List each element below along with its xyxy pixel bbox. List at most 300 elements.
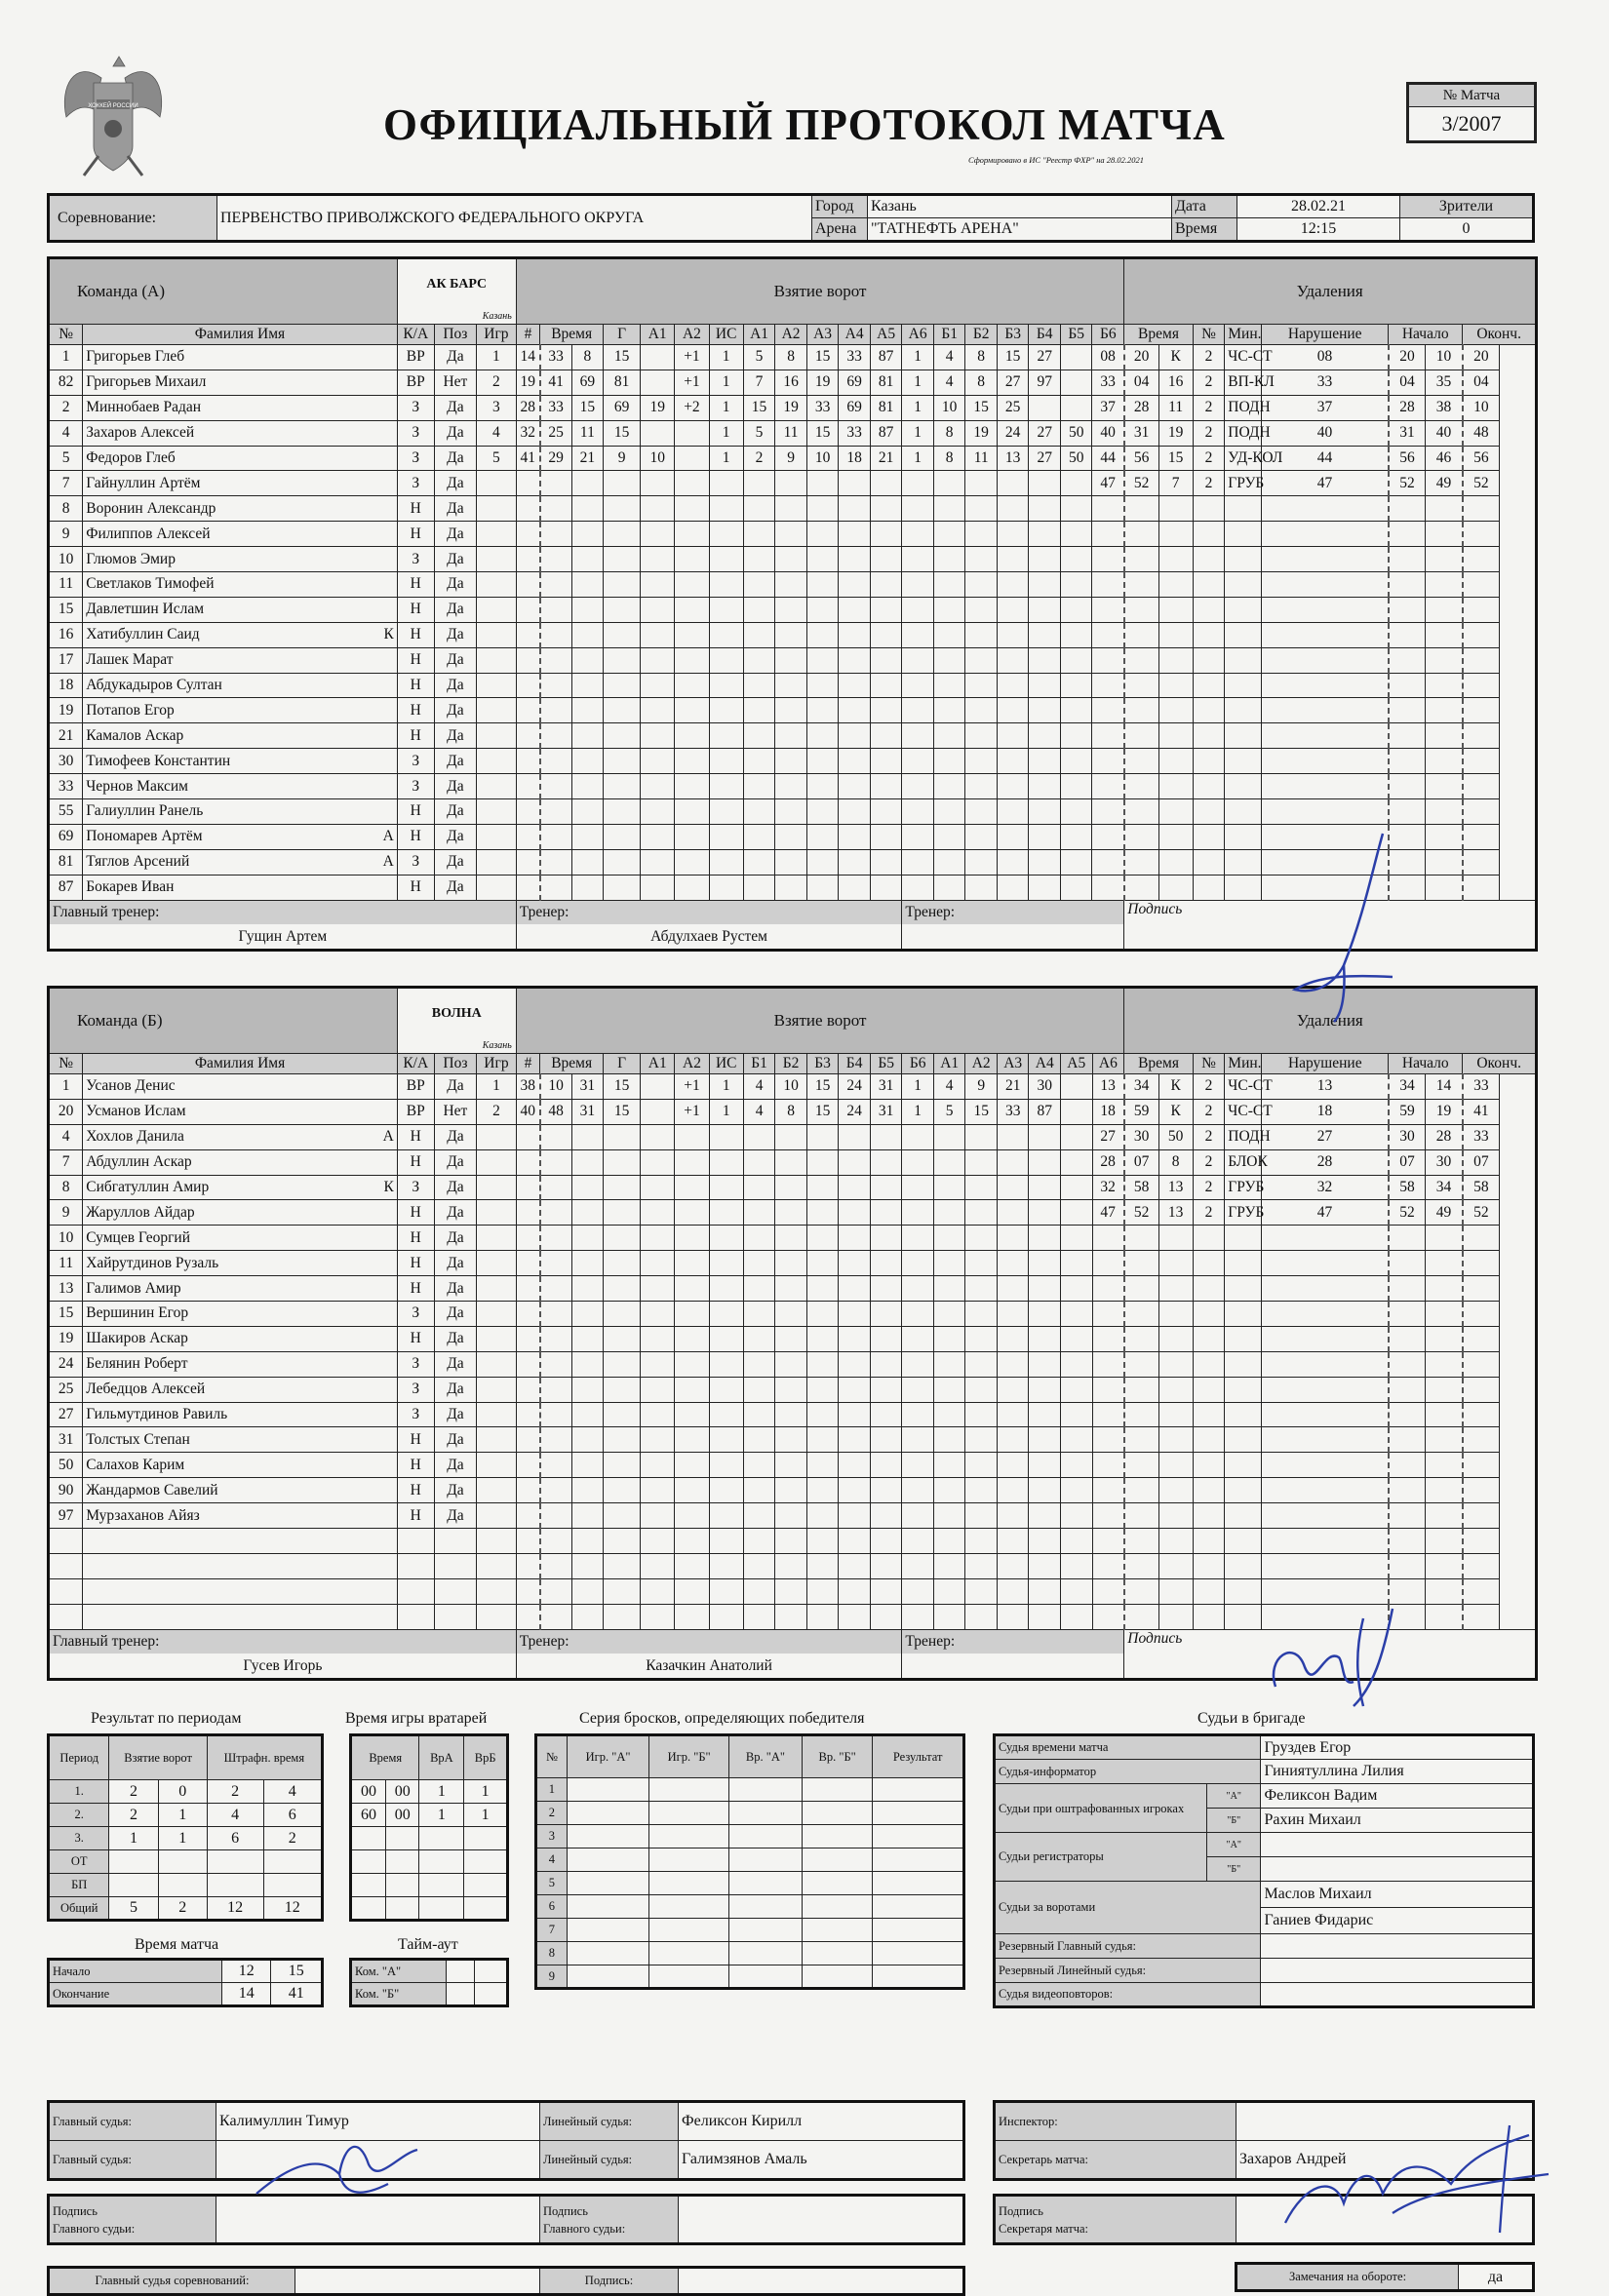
player-name-cell bbox=[83, 774, 398, 799]
pen-min: 44 bbox=[1092, 446, 1124, 471]
onice-minus-5 bbox=[1060, 1402, 1092, 1427]
pen-minutes: 2 bbox=[1193, 471, 1225, 496]
goalie-b bbox=[464, 1827, 508, 1850]
pen-sec: 30 bbox=[1124, 1124, 1158, 1149]
coach1-name: Абдулхаев Рустем bbox=[516, 924, 902, 950]
goalie-table bbox=[349, 1733, 509, 1922]
shootout-row bbox=[536, 1825, 964, 1848]
shootout-cell bbox=[873, 1778, 964, 1802]
player-position: Н bbox=[397, 1251, 434, 1276]
player-number: 69 bbox=[49, 824, 83, 849]
pen-sec bbox=[1124, 698, 1158, 723]
player-row bbox=[49, 799, 1537, 825]
onice-minus-5 bbox=[1060, 597, 1092, 622]
onice-minus-4 bbox=[1029, 471, 1061, 496]
player-name-cell bbox=[83, 875, 398, 900]
shootout-h-4: Вр. "Б" bbox=[803, 1735, 873, 1778]
onice-minus-3 bbox=[997, 496, 1029, 522]
onice-plus-4 bbox=[839, 1124, 871, 1149]
player-played: Да bbox=[434, 395, 476, 420]
goal-scorer bbox=[571, 572, 604, 598]
period-name: БП bbox=[49, 1874, 109, 1897]
onice-plus-4 bbox=[839, 1553, 871, 1578]
pen-min bbox=[1092, 547, 1124, 572]
pen-minutes: 2 bbox=[1193, 370, 1225, 395]
pen-minutes: 2 bbox=[1193, 1099, 1225, 1124]
h-is: ИС bbox=[709, 325, 743, 345]
pen-start-min bbox=[1262, 622, 1389, 647]
pen-end-sec bbox=[1463, 1604, 1500, 1629]
h-onice2-5: А6 bbox=[1092, 1054, 1124, 1074]
onice-plus-4: 24 bbox=[839, 1074, 871, 1100]
goalie-a bbox=[419, 1850, 464, 1874]
player-name-cell bbox=[83, 1326, 398, 1351]
goal-scorer bbox=[571, 1302, 604, 1327]
pen-start-min bbox=[1262, 1453, 1389, 1478]
shootout-cell bbox=[567, 1895, 648, 1919]
onice-minus-4 bbox=[1029, 1402, 1061, 1427]
onice-plus-4 bbox=[839, 849, 871, 875]
pen-end-min bbox=[1426, 824, 1463, 849]
onice-minus-4 bbox=[1029, 547, 1061, 572]
goal-no bbox=[477, 1402, 517, 1427]
goal-scorer bbox=[571, 1377, 604, 1402]
onice-minus-1 bbox=[933, 522, 965, 547]
period-pen-b: 4 bbox=[263, 1780, 322, 1804]
player-played: Да bbox=[434, 849, 476, 875]
onice-plus-0 bbox=[709, 496, 743, 522]
onice-minus-4: 27 bbox=[1029, 420, 1061, 446]
pen-violation: ГРУБ bbox=[1225, 471, 1262, 496]
goal-assist2 bbox=[641, 723, 675, 749]
onice-minus-1 bbox=[933, 647, 965, 673]
goal-assist1 bbox=[604, 471, 641, 496]
penalty-a-tag: "А" bbox=[1207, 1784, 1261, 1809]
player-row bbox=[49, 1251, 1537, 1276]
shootout-cell bbox=[873, 1919, 964, 1942]
pen-player bbox=[1158, 547, 1193, 572]
pen-sec bbox=[1124, 572, 1158, 598]
goal-situation bbox=[675, 1351, 709, 1377]
player-name-cell bbox=[83, 1251, 398, 1276]
onice-minus-3 bbox=[997, 799, 1029, 825]
onice-plus-5 bbox=[870, 471, 902, 496]
onice-plus-2 bbox=[775, 597, 807, 622]
pen-start-min bbox=[1262, 799, 1389, 825]
pen-sec bbox=[1124, 1377, 1158, 1402]
goal-assist2 bbox=[641, 673, 675, 698]
signature-scribble-main-ref bbox=[252, 2125, 486, 2203]
onice-minus-3 bbox=[997, 1149, 1029, 1175]
onice-minus-1 bbox=[933, 622, 965, 647]
pen-player bbox=[1158, 1302, 1193, 1327]
sig-main-ref-label-2: Подпись Главного судьи: bbox=[540, 2196, 679, 2244]
player-position: Н bbox=[397, 1200, 434, 1226]
onice-plus-0 bbox=[709, 799, 743, 825]
goalie-min bbox=[351, 1897, 386, 1921]
onice-minus-0 bbox=[902, 1226, 934, 1251]
onice-plus-1 bbox=[743, 1326, 775, 1351]
shootout-cell bbox=[649, 1848, 729, 1872]
onice-plus-1 bbox=[743, 1251, 775, 1276]
pen-min bbox=[1092, 1377, 1124, 1402]
goal-assist1 bbox=[604, 1578, 641, 1604]
shootout-cell bbox=[728, 1895, 802, 1919]
player-position: Н bbox=[397, 1149, 434, 1175]
player-played: Да bbox=[434, 875, 476, 900]
onice-minus-1 bbox=[933, 749, 965, 774]
onice-plus-4 bbox=[839, 647, 871, 673]
pen-sec bbox=[1124, 749, 1158, 774]
pen-player bbox=[1158, 1427, 1193, 1453]
onice-plus-2 bbox=[775, 1251, 807, 1276]
goal-scorer bbox=[571, 1251, 604, 1276]
pen-min bbox=[1092, 1302, 1124, 1327]
onice-minus-3 bbox=[997, 1604, 1029, 1629]
onice-plus-2: 8 bbox=[775, 345, 807, 370]
onice-minus-1 bbox=[933, 1377, 965, 1402]
onice-minus-4 bbox=[1029, 496, 1061, 522]
goalie-min: 60 bbox=[351, 1804, 386, 1827]
pen-sec bbox=[1124, 1226, 1158, 1251]
player-name: Потапов Егор bbox=[86, 701, 175, 719]
pen-sec: 07 bbox=[1124, 1149, 1158, 1175]
pen-minutes: 2 bbox=[1193, 1149, 1225, 1175]
goal-assist2 bbox=[641, 622, 675, 647]
onice-minus-2 bbox=[965, 1402, 998, 1427]
pen-minutes bbox=[1193, 799, 1225, 825]
player-number: 7 bbox=[49, 471, 83, 496]
onice-minus-4: 87 bbox=[1029, 1099, 1061, 1124]
player-row bbox=[49, 1226, 1537, 1251]
onice-minus-4 bbox=[1029, 597, 1061, 622]
player-number: 87 bbox=[49, 875, 83, 900]
onice-plus-0 bbox=[709, 1427, 743, 1453]
player-captain-mark: К bbox=[383, 1179, 394, 1195]
goal-situation bbox=[675, 673, 709, 698]
onice-minus-3 bbox=[997, 1200, 1029, 1226]
goalie-min bbox=[351, 1874, 386, 1897]
player-name-cell bbox=[83, 1226, 398, 1251]
goal-situation bbox=[675, 723, 709, 749]
goal-assist2: 19 bbox=[641, 395, 675, 420]
onice-plus-0 bbox=[709, 1149, 743, 1175]
goal-sec: 48 bbox=[540, 1099, 572, 1124]
shootout-cell bbox=[567, 1872, 648, 1895]
player-number: 19 bbox=[49, 1326, 83, 1351]
goal-min bbox=[516, 1578, 539, 1604]
pen-player bbox=[1158, 647, 1193, 673]
onice-plus-4 bbox=[839, 1427, 871, 1453]
goal-no bbox=[477, 1326, 517, 1351]
onice-minus-4 bbox=[1029, 1553, 1061, 1578]
goal-sec bbox=[540, 1302, 572, 1327]
pen-sec: 34 bbox=[1124, 1074, 1158, 1100]
period-goals-b bbox=[158, 1874, 207, 1897]
pen-minutes bbox=[1193, 496, 1225, 522]
comp-ref-label: Главный судья соревнований: bbox=[49, 2268, 295, 2295]
pen-end-sec bbox=[1463, 647, 1500, 673]
pen-violation bbox=[1225, 1226, 1262, 1251]
onice-minus-1 bbox=[933, 547, 965, 572]
goal-scorer bbox=[571, 673, 604, 698]
shootout-cell bbox=[873, 1942, 964, 1965]
player-position: Н bbox=[397, 698, 434, 723]
pen-end-sec bbox=[1463, 1351, 1500, 1377]
goal-min bbox=[516, 522, 539, 547]
pen-end-min bbox=[1426, 522, 1463, 547]
player-name-cell bbox=[83, 1578, 398, 1604]
player-position: З bbox=[397, 1377, 434, 1402]
onice-minus-0 bbox=[902, 1200, 934, 1226]
onice-minus-3: 24 bbox=[997, 420, 1029, 446]
pen-start-sec bbox=[1389, 1276, 1426, 1302]
period-pen-b: 12 bbox=[263, 1897, 322, 1921]
team-name: АК БАРС bbox=[426, 277, 488, 292]
shootout-cell bbox=[649, 1919, 729, 1942]
pen-min: 27 bbox=[1092, 1124, 1124, 1149]
onice-minus-1 bbox=[933, 1226, 965, 1251]
pen-start-sec: 04 bbox=[1389, 370, 1426, 395]
h-a2: А2 bbox=[675, 325, 709, 345]
pen-start-min bbox=[1262, 1402, 1389, 1427]
player-played: Да bbox=[434, 1453, 476, 1478]
onice-minus-2: 15 bbox=[965, 395, 998, 420]
goal-situation bbox=[675, 496, 709, 522]
onice-plus-2 bbox=[775, 1604, 807, 1629]
goal-scorer bbox=[571, 875, 604, 900]
onice-plus-3 bbox=[806, 547, 839, 572]
onice-plus-2 bbox=[775, 1326, 807, 1351]
pen-end-min: 28 bbox=[1426, 1124, 1463, 1149]
onice-plus-0 bbox=[709, 1503, 743, 1529]
onice-plus-3 bbox=[806, 1226, 839, 1251]
goal-scorer bbox=[571, 1604, 604, 1629]
pen-end-min bbox=[1426, 597, 1463, 622]
goal-sec: 41 bbox=[540, 370, 572, 395]
onice-plus-0 bbox=[709, 1251, 743, 1276]
informer-label: Судья-информатор bbox=[995, 1760, 1261, 1784]
goal-assist2 bbox=[641, 1326, 675, 1351]
pen-player bbox=[1158, 774, 1193, 799]
player-played: Да bbox=[434, 1276, 476, 1302]
onice-plus-2 bbox=[775, 1377, 807, 1402]
pen-start-min bbox=[1262, 1529, 1389, 1554]
pen-start-sec: 31 bbox=[1389, 420, 1426, 446]
pen-start-sec bbox=[1389, 1453, 1426, 1478]
pen-end-min bbox=[1426, 673, 1463, 698]
player-position: Н bbox=[397, 496, 434, 522]
shootout-cell bbox=[649, 1942, 729, 1965]
period-pen-a bbox=[207, 1874, 263, 1897]
goal-sec bbox=[540, 647, 572, 673]
onice-plus-0 bbox=[709, 824, 743, 849]
onice-plus-0 bbox=[709, 698, 743, 723]
pen-violation bbox=[1225, 1402, 1262, 1427]
goal-sec bbox=[540, 597, 572, 622]
pen-player bbox=[1158, 1377, 1193, 1402]
pen-start-sec bbox=[1389, 1478, 1426, 1503]
shootout-row bbox=[536, 1848, 964, 1872]
pen-end-min bbox=[1426, 799, 1463, 825]
onice-minus-1 bbox=[933, 1149, 965, 1175]
spectators-label: Зрители bbox=[1400, 195, 1534, 218]
onice-minus-0 bbox=[902, 1326, 934, 1351]
pen-end-sec bbox=[1463, 875, 1500, 900]
player-name: Усманов Ислам bbox=[86, 1103, 186, 1120]
onice-plus-4 bbox=[839, 673, 871, 698]
goal-assist1 bbox=[604, 1276, 641, 1302]
pen-violation: ПОДН bbox=[1225, 420, 1262, 446]
onice-plus-4 bbox=[839, 471, 871, 496]
onice-minus-3 bbox=[997, 1351, 1029, 1377]
onice-plus-3 bbox=[806, 673, 839, 698]
remarks-table bbox=[1235, 2262, 1535, 2292]
onice-plus-5 bbox=[870, 1149, 902, 1175]
goal-assist2 bbox=[641, 1226, 675, 1251]
goal-situation bbox=[675, 749, 709, 774]
onice-minus-0 bbox=[902, 698, 934, 723]
pen-start-sec bbox=[1389, 1226, 1426, 1251]
player-played: Да bbox=[434, 1226, 476, 1251]
goal-scorer bbox=[571, 1503, 604, 1529]
goal-sec bbox=[540, 1175, 572, 1200]
onice-plus-1: 7 bbox=[743, 370, 775, 395]
goal-sec bbox=[540, 1578, 572, 1604]
pen-player bbox=[1158, 749, 1193, 774]
onice-minus-1 bbox=[933, 875, 965, 900]
onice-minus-5 bbox=[1060, 698, 1092, 723]
pen-player bbox=[1158, 1402, 1193, 1427]
coach2-label: Тренер: bbox=[902, 900, 1124, 924]
onice-minus-1 bbox=[933, 1175, 965, 1200]
onice-plus-1 bbox=[743, 647, 775, 673]
goalie-sec: 00 bbox=[385, 1780, 418, 1804]
pen-end-min: 14 bbox=[1426, 1074, 1463, 1100]
pen-minutes bbox=[1193, 1302, 1225, 1327]
competition-referee-table bbox=[47, 2266, 965, 2296]
player-played: Да bbox=[434, 698, 476, 723]
onice-minus-0 bbox=[902, 849, 934, 875]
pen-min: 08 bbox=[1092, 345, 1124, 370]
shootout-cell bbox=[567, 1965, 648, 1989]
goal-sec bbox=[540, 1453, 572, 1478]
match-start-m: 15 bbox=[271, 1960, 323, 1983]
player-position: Н bbox=[397, 597, 434, 622]
onice-minus-3 bbox=[997, 1226, 1029, 1251]
shootout-cell bbox=[803, 1895, 873, 1919]
goal-assist2 bbox=[641, 749, 675, 774]
goal-min: 40 bbox=[516, 1099, 539, 1124]
goal-no bbox=[477, 723, 517, 749]
player-position: ВР bbox=[397, 1074, 434, 1100]
player-row bbox=[49, 1326, 1537, 1351]
goal-sec bbox=[540, 1553, 572, 1578]
goal-assist2 bbox=[641, 1553, 675, 1578]
pen-player bbox=[1158, 1251, 1193, 1276]
onice-plus-4 bbox=[839, 622, 871, 647]
pen-end-sec: 04 bbox=[1463, 370, 1500, 395]
team-name-cell bbox=[397, 988, 516, 1054]
goal-sec: 33 bbox=[540, 345, 572, 370]
player-number: 8 bbox=[49, 496, 83, 522]
player-position: Н bbox=[397, 673, 434, 698]
pen-min bbox=[1092, 597, 1124, 622]
goalie-b: 1 bbox=[464, 1804, 508, 1827]
goal-situation bbox=[675, 1402, 709, 1427]
line-ref-label-1: Линейный судья: bbox=[540, 2102, 679, 2141]
onice-minus-3 bbox=[997, 698, 1029, 723]
onice-plus-0: 1 bbox=[709, 395, 743, 420]
pen-end-min bbox=[1426, 1326, 1463, 1351]
shootout-h-1: Игр. "А" bbox=[567, 1735, 648, 1778]
onice-plus-3 bbox=[806, 824, 839, 849]
goal-sec bbox=[540, 698, 572, 723]
goal-assist1: 15 bbox=[604, 1074, 641, 1100]
onice-minus-2 bbox=[965, 1251, 998, 1276]
onice-minus-0 bbox=[902, 1302, 934, 1327]
goal-situation bbox=[675, 1427, 709, 1453]
onice-plus-2 bbox=[775, 547, 807, 572]
goal-assist2 bbox=[641, 1351, 675, 1377]
onice-plus-2: 11 bbox=[775, 420, 807, 446]
onice-minus-2: 15 bbox=[965, 1099, 998, 1124]
onice-plus-2 bbox=[775, 749, 807, 774]
onice-minus-4 bbox=[1029, 673, 1061, 698]
pen-player bbox=[1158, 723, 1193, 749]
player-number: 31 bbox=[49, 1427, 83, 1453]
onice-minus-2 bbox=[965, 1427, 998, 1453]
h-onice1-4: А5 bbox=[870, 325, 902, 345]
shootout-cell bbox=[803, 1848, 873, 1872]
onice-plus-0 bbox=[709, 774, 743, 799]
goal-scorer bbox=[571, 597, 604, 622]
onice-minus-2: 9 bbox=[965, 1074, 998, 1100]
goal-no: 2 bbox=[477, 370, 517, 395]
pen-min bbox=[1092, 1553, 1124, 1578]
pen-end-sec bbox=[1463, 849, 1500, 875]
player-played: Нет bbox=[434, 1099, 476, 1124]
pen-end-sec bbox=[1463, 572, 1500, 598]
goal-situation bbox=[675, 1149, 709, 1175]
pen-start-min bbox=[1262, 1553, 1389, 1578]
line-ref-2: Галимзянов Амаль bbox=[679, 2141, 964, 2180]
onice-minus-4: 30 bbox=[1029, 1074, 1061, 1100]
informer-value: Гиниятуллина Лилия bbox=[1261, 1760, 1534, 1784]
onice-minus-0 bbox=[902, 1604, 934, 1629]
onice-plus-3 bbox=[806, 774, 839, 799]
h-igr: Игр bbox=[477, 1054, 517, 1074]
onice-plus-1 bbox=[743, 749, 775, 774]
pen-sec bbox=[1124, 824, 1158, 849]
pen-player: 16 bbox=[1158, 370, 1193, 395]
goal-assist1 bbox=[604, 1226, 641, 1251]
pen-minutes: 2 bbox=[1193, 1175, 1225, 1200]
goal-min bbox=[516, 1149, 539, 1175]
goal-no bbox=[477, 824, 517, 849]
goal-no bbox=[477, 673, 517, 698]
onice-plus-2 bbox=[775, 1402, 807, 1427]
signature-scribble-secretary bbox=[1275, 2116, 1568, 2242]
onice-plus-5: 31 bbox=[870, 1074, 902, 1100]
period-name: 2. bbox=[49, 1804, 109, 1827]
onice-plus-1 bbox=[743, 824, 775, 849]
pen-start-min: 08 bbox=[1262, 345, 1389, 370]
coach2-name bbox=[902, 1654, 1124, 1679]
goal-assist1 bbox=[604, 749, 641, 774]
goalie-row bbox=[351, 1897, 508, 1921]
onice-minus-5 bbox=[1060, 1503, 1092, 1529]
